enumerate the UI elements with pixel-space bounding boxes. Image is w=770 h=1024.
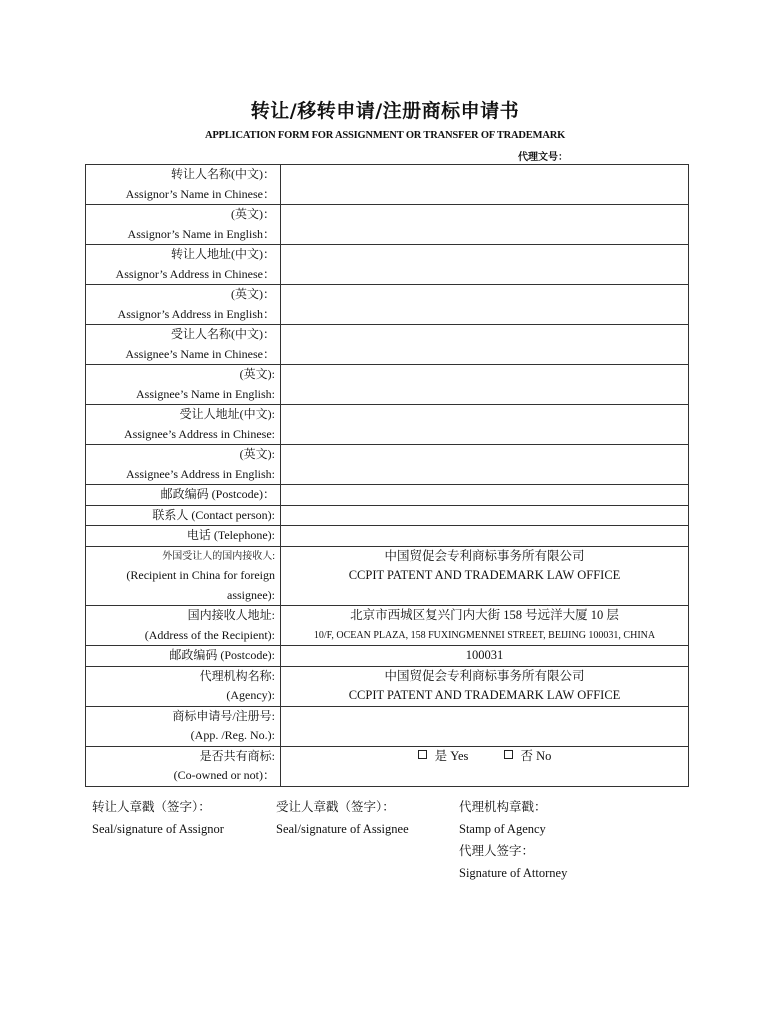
checkbox-icon[interactable] bbox=[418, 750, 427, 759]
agency-field[interactable]: 中国贸促会专利商标事务所有限公司 CCPIT PATENT AND TRADEMARK LAW OFFICE bbox=[281, 666, 689, 706]
assignee-name-en-field[interactable] bbox=[281, 365, 689, 405]
agency-stamp-label-en: Stamp of Agency bbox=[459, 822, 546, 836]
field-label: 邮政编码 (Postcode): bbox=[86, 646, 281, 667]
field-label: 转让人地址(中文)： Assignor’s Address in Chinese： bbox=[86, 245, 281, 285]
field-label: 外国受让人的国内接收人: (Recipient in China for foreign assignee): bbox=[86, 546, 281, 606]
co-owned-yes-option[interactable]: 是 Yes bbox=[418, 747, 469, 767]
assignor-seal-label-en: Seal/signature of Assignor bbox=[92, 822, 224, 836]
form-title: 转让/移转申请/注册商标申请书 bbox=[250, 100, 520, 122]
field-label: (英文): Assignee’s Address in English: bbox=[86, 445, 281, 485]
assignor-seal-label-cn: 转让人章戳（签字）： bbox=[92, 800, 211, 814]
agency-signature-block bbox=[459, 796, 567, 884]
form-row-assignor-name-en bbox=[86, 205, 689, 245]
form-row-assignee-address-en bbox=[86, 445, 689, 485]
field-label: 转让人名称(中文)： Assignor’s Name in Chinese： bbox=[86, 165, 281, 205]
form-row-recipient-postcode bbox=[86, 646, 689, 667]
telephone-field[interactable] bbox=[281, 526, 689, 547]
form-row-postcode bbox=[86, 485, 689, 506]
form-row-telephone bbox=[86, 526, 689, 547]
form-row-assignor-address-cn bbox=[86, 245, 689, 285]
application-form-table bbox=[85, 164, 689, 787]
form-row-assignee-address-cn bbox=[86, 405, 689, 445]
form-row-app-reg-no bbox=[86, 706, 689, 746]
assignor-name-cn-field[interactable] bbox=[281, 165, 689, 205]
form-row-agency bbox=[86, 666, 689, 706]
assignor-address-cn-field[interactable] bbox=[281, 245, 689, 285]
agency-ref-label: 代理文号： bbox=[518, 152, 568, 163]
assignor-signature-block bbox=[92, 796, 224, 840]
recipient-field[interactable]: 中国贸促会专利商标事务所有限公司 CCPIT PATENT AND TRADEMARK LAW OFFICE bbox=[281, 546, 689, 606]
field-label: 邮政编码 (Postcode)： bbox=[86, 485, 281, 506]
assignee-name-cn-field[interactable] bbox=[281, 325, 689, 365]
assignor-name-en-field[interactable] bbox=[281, 205, 689, 245]
field-label: 电话 (Telephone): bbox=[86, 526, 281, 547]
postcode-field[interactable] bbox=[281, 485, 689, 506]
agent-signature-label-cn: 代理人签字： bbox=[459, 844, 535, 858]
form-row-assignee-name-cn bbox=[86, 325, 689, 365]
form-subtitle: APPLICATION FORM FOR ASSIGNMENT OR TRANSFER OF TRADEMARK bbox=[204, 130, 566, 141]
app-reg-no-field[interactable] bbox=[281, 706, 689, 746]
recipient-address-field[interactable]: 北京市西城区复兴门内大街 158 号远洋大厦 10 层 10/F, OCEAN PLAZA, 158 FUXINGMENNEI STREET, BEIJING 100031, CHINA bbox=[281, 606, 689, 646]
field-label: (英文): Assignee’s Name in English: bbox=[86, 365, 281, 405]
assignee-signature-block bbox=[276, 796, 409, 840]
assignee-address-en-field[interactable] bbox=[281, 445, 689, 485]
contact-person-field[interactable] bbox=[281, 505, 689, 526]
co-owned-no-option[interactable]: 否 No bbox=[504, 747, 552, 767]
assignee-seal-label-cn: 受让人章戳（签字）： bbox=[276, 800, 395, 814]
assignee-address-cn-field[interactable] bbox=[281, 405, 689, 445]
field-label: (英文)： Assignor’s Address in English： bbox=[86, 285, 281, 325]
form-row-recipient-address bbox=[86, 606, 689, 646]
field-label: 商标申请号/注册号: (App. /Reg. No.): bbox=[86, 706, 281, 746]
form-row-assignor-name-cn bbox=[86, 165, 689, 205]
form-row-assignor-address-en bbox=[86, 285, 689, 325]
agency-stamp-label-cn: 代理机构章戳： bbox=[459, 800, 547, 814]
form-row-co-owned bbox=[86, 746, 689, 786]
co-owned-options bbox=[281, 746, 689, 786]
field-label: 国内接收人地址: (Address of the Recipient): bbox=[86, 606, 281, 646]
field-label: 代理机构名称: (Agency): bbox=[86, 666, 281, 706]
form-row-contact-person bbox=[86, 505, 689, 526]
field-label: 受让人地址(中文): Assignee’s Address in Chinese: bbox=[86, 405, 281, 445]
field-label: 受让人名称(中文)： Assignee’s Name in Chinese： bbox=[86, 325, 281, 365]
field-label: 联系人 (Contact person): bbox=[86, 505, 281, 526]
agent-signature-label-en: Signature of Attorney bbox=[459, 866, 568, 880]
recipient-postcode-field[interactable]: 100031 bbox=[281, 646, 689, 667]
checkbox-icon[interactable] bbox=[504, 750, 513, 759]
form-row-recipient bbox=[86, 546, 689, 606]
assignee-seal-label-en: Seal/signature of Assignee bbox=[276, 822, 409, 836]
form-row-assignee-name-en bbox=[86, 365, 689, 405]
field-label: (英文)： Assignor’s Name in English： bbox=[86, 205, 281, 245]
assignor-address-en-field[interactable] bbox=[281, 285, 689, 325]
field-label: 是否共有商标: (Co-owned or not)： bbox=[86, 746, 281, 786]
